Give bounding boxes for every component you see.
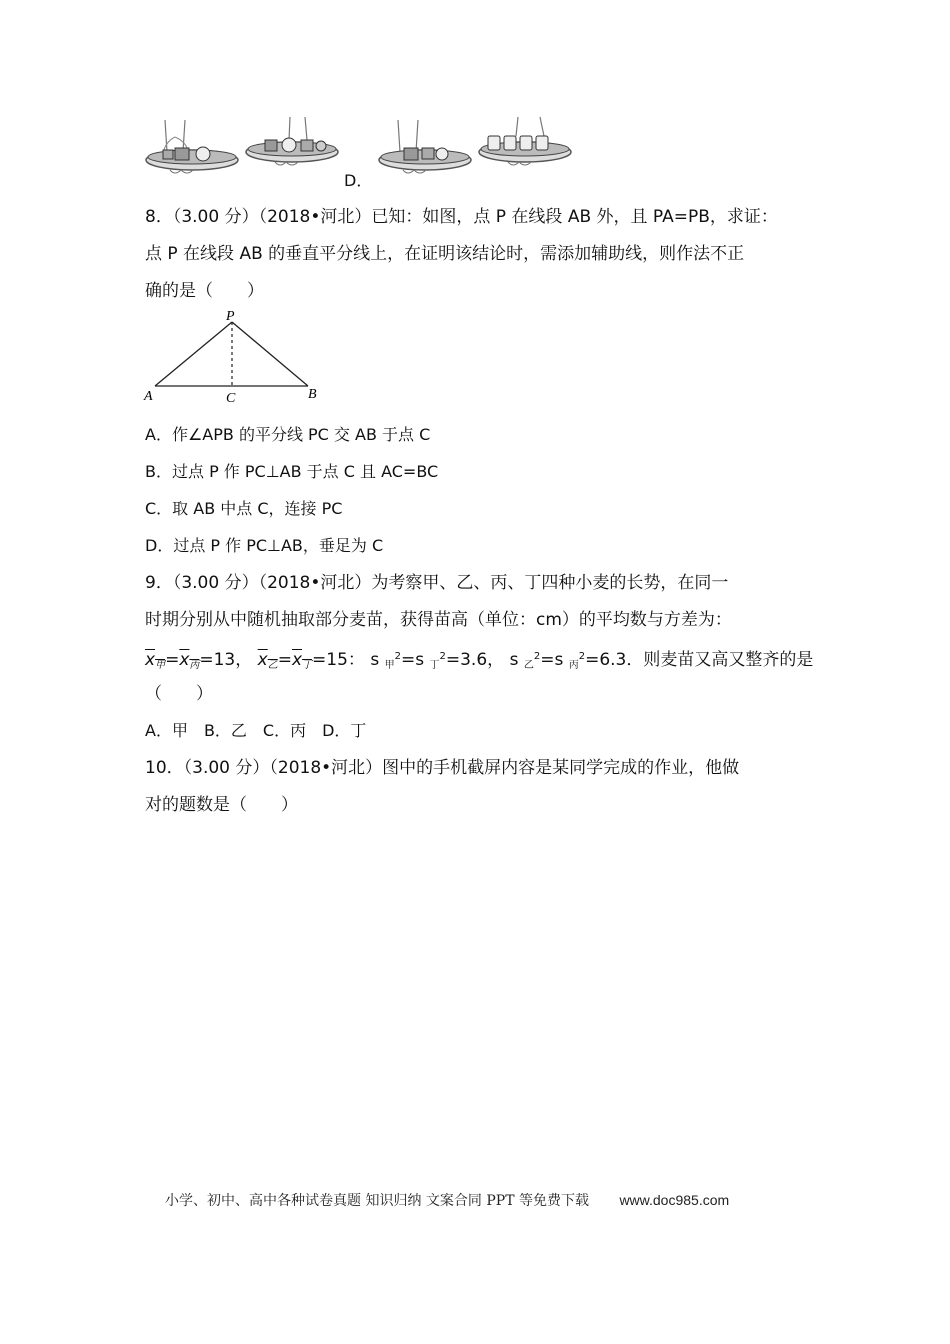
q7-figure-c	[378, 112, 473, 187]
q8-text-line-3: 确的是（ ）	[145, 281, 264, 301]
q8-option-d: D．过点 P 作 PC⊥AB，垂足为 C	[145, 536, 384, 555]
q9-formula-line: $x_甲=x_丙=13$， $x_乙=x_丁=15$： s $_甲^2$=s $_丁^2$=3.6， s $_乙^2$=s $_丙^2$=6.3．则麦苗又高又整齐的是	[145, 650, 814, 671]
q8-option-c: C．取 AB 中点 C，连接 PC	[145, 499, 343, 518]
q9-variance-1: s $_甲^2$=s $_丁^2$=3.6，	[370, 650, 505, 671]
q9-text-line-1: 9．（3.00 分）（2018•河北）为考察甲、乙、丙、丁四种小麦的长势，在同一	[145, 573, 729, 593]
footer-text: 小学、初中、高中各种试卷真题 知识归纳 文案合同 PPT 等免费下载	[165, 1193, 589, 1209]
q8-triangle-figure	[140, 308, 325, 406]
q7-figure-b	[245, 112, 340, 187]
q7-option-d-label: D．	[344, 171, 373, 190]
q7-figure-d	[478, 112, 573, 187]
q9-text-line-2: 时期分别从中随机抽取部分麦苗，获得苗高（单位：cm）的平均数与方差为：	[145, 610, 732, 630]
q8-label-c: C	[226, 391, 236, 406]
q8-option-b: B．过点 P 作 PC⊥AB 于点 C 且 AC=BC	[145, 462, 439, 481]
q9-mean-bing: $x_丙$	[179, 650, 200, 671]
q9-options: A．甲 B．乙 C．丙 D．丁	[145, 721, 367, 740]
q10-text-line-1: 10．（3.00 分）（2018•河北）图中的手机截屏内容是某同学完成的作业，他做	[145, 758, 740, 778]
q8-option-a: A．作∠APB 的平分线 PC 交 AB 于点 C	[145, 425, 431, 444]
q8-label-p: P	[226, 309, 235, 324]
q8-label-a: A	[144, 389, 153, 404]
q9-mean-yi: $x_乙$	[257, 650, 278, 671]
q9-text-line-4: （ ）	[145, 684, 213, 704]
footer-url[interactable]: www.doc985.com	[619, 1192, 730, 1208]
page-footer	[165, 1190, 729, 1210]
q10-text-line-2: 对的题数是（ ）	[145, 795, 298, 815]
q8-label-b: B	[308, 387, 317, 402]
q9-variance-2: s $_乙^2$=s $_丙^2$=6.3．则麦苗又高又整齐的是	[509, 650, 814, 671]
q8-text-line-1: 8．（3.00 分）（2018•河北）已知：如图，点 P 在线段 AB 外，且 PA=PB，求证：	[145, 207, 778, 227]
q7-figure-a	[145, 112, 240, 187]
q9-mean-ding: $x_丁$	[291, 650, 313, 671]
q9-mean-jia: $x_甲$	[145, 650, 166, 671]
q8-text-line-2: 点 P 在线段 AB 的垂直平分线上，在证明该结论时，需添加辅助线，则作法不正	[145, 244, 745, 264]
